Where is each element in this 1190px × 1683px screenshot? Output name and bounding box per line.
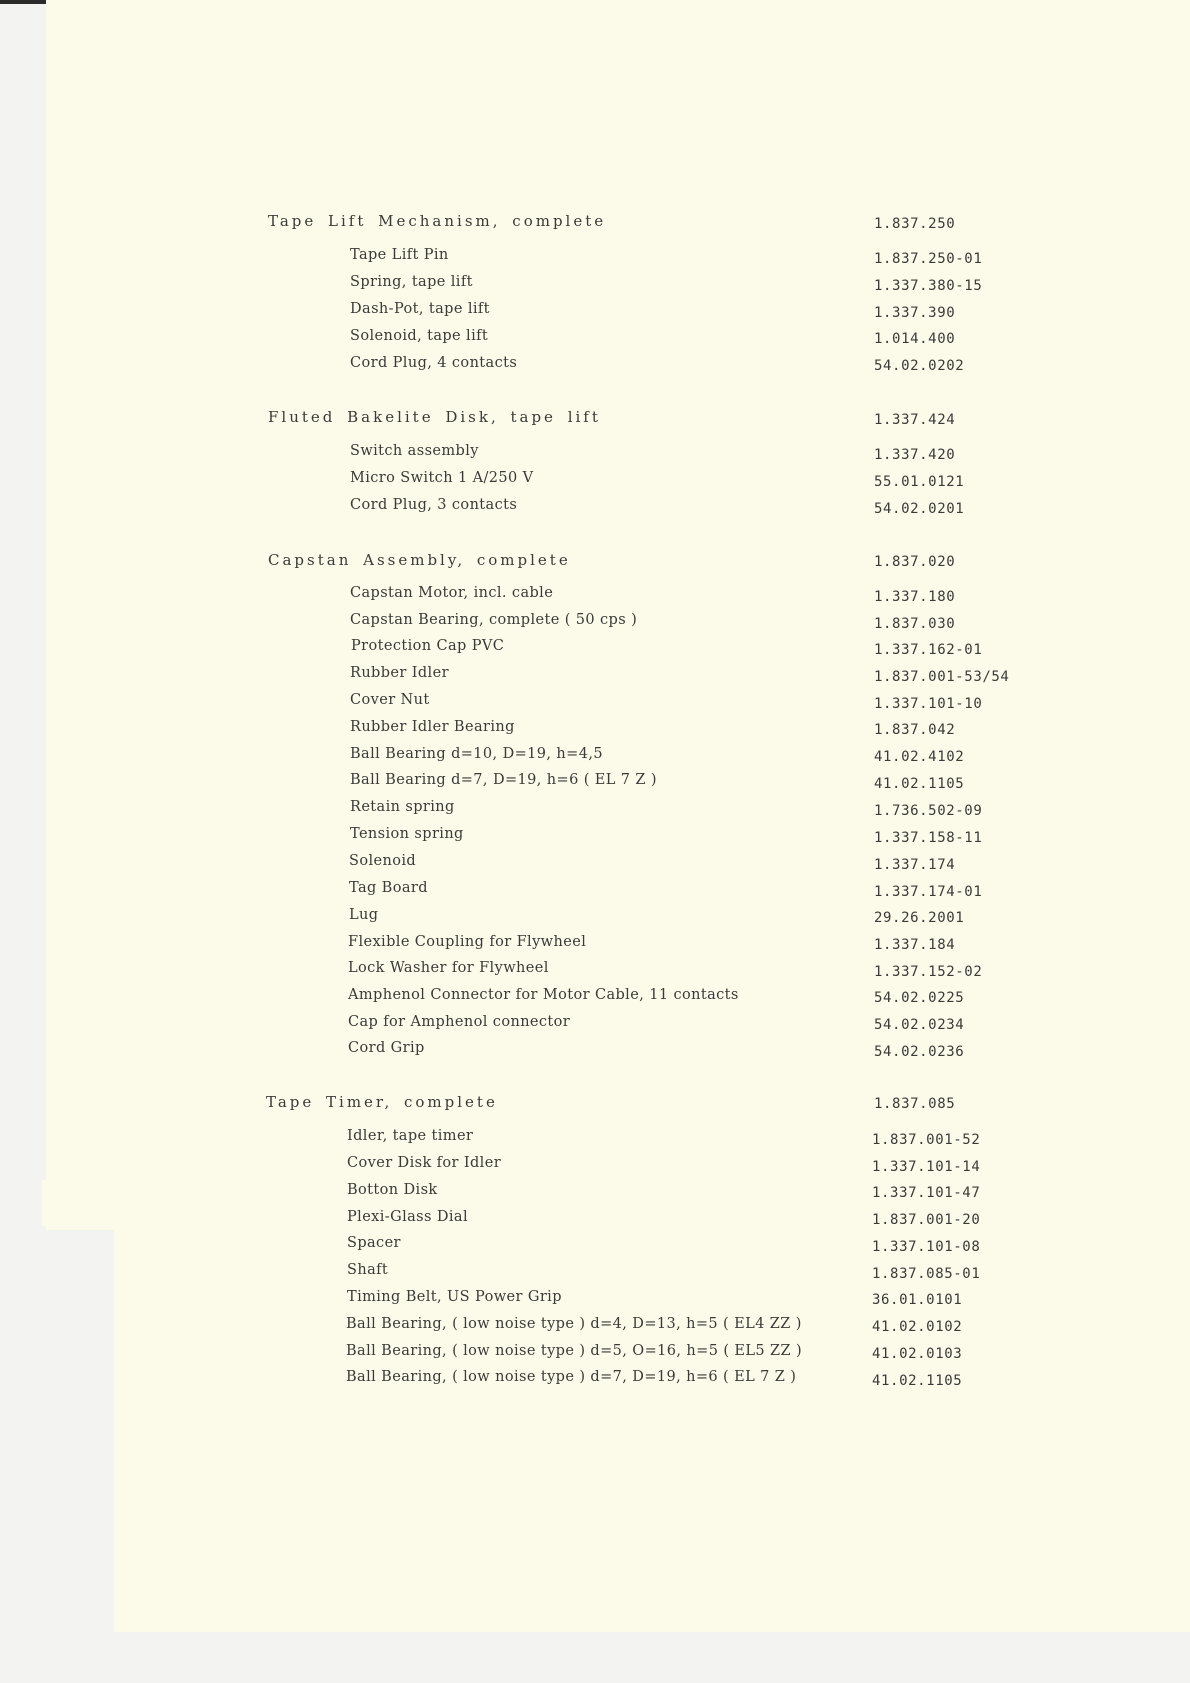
section-part-number: 1.837.250 xyxy=(874,216,956,232)
part-name: Flexible Coupling for Flywheel xyxy=(348,934,587,950)
part-name: Botton Disk xyxy=(347,1182,438,1198)
part-number: 36.01.0101 xyxy=(872,1292,963,1308)
part-number: 1.337.180 xyxy=(874,589,956,605)
part-number: 1.337.174 xyxy=(874,857,956,873)
part-number: 1.837.001-52 xyxy=(872,1132,981,1148)
scan-edge-shadow xyxy=(0,0,46,4)
part-number: 1.837.030 xyxy=(874,616,956,632)
part-number: 41.02.4102 xyxy=(874,749,965,765)
part-number: 54.02.0234 xyxy=(874,1017,965,1033)
part-name: Cord Plug, 4 contacts xyxy=(350,355,518,371)
part-name: Ball Bearing d=10, D=19, h=4,5 xyxy=(350,746,603,762)
part-number: 1.337.420 xyxy=(874,447,956,463)
part-number: 1.837.085-01 xyxy=(872,1266,981,1282)
section-title: Tape Lift Mechanism, complete xyxy=(268,212,607,230)
part-number: 1.337.184 xyxy=(874,937,956,953)
part-number: 1.337.174-01 xyxy=(874,884,983,900)
part-name: Solenoid xyxy=(349,853,417,869)
section-part-number: 1.837.020 xyxy=(874,554,956,570)
part-name: Rubber Idler xyxy=(350,665,449,681)
part-number: 1.837.001-20 xyxy=(872,1212,981,1228)
part-name: Plexi-Glass Dial xyxy=(347,1209,468,1225)
part-name: Idler, tape timer xyxy=(347,1128,474,1144)
part-number: 1.337.101-47 xyxy=(872,1185,981,1201)
part-number: 1.837.250-01 xyxy=(874,251,983,267)
part-name: Capstan Bearing, complete ( 50 cps ) xyxy=(350,612,638,628)
part-number: 1.337.380-15 xyxy=(874,278,983,294)
part-name: Ball Bearing, ( low noise type ) d=7, D=19, h=6 ( EL 7 Z ) xyxy=(346,1369,797,1385)
part-name: Cover Nut xyxy=(350,692,430,708)
part-number: 1.337.162-01 xyxy=(874,642,983,658)
part-name: Dash-Pot, tape lift xyxy=(350,301,490,317)
part-name: Tag Board xyxy=(349,880,428,896)
part-number: 29.26.2001 xyxy=(874,910,965,926)
part-number: 41.02.0102 xyxy=(872,1319,963,1335)
section-part-number: 1.837.085 xyxy=(874,1096,956,1112)
part-number: 41.02.1105 xyxy=(874,776,965,792)
part-name: Micro Switch 1 A/250 V xyxy=(350,470,534,486)
part-name: Rubber Idler Bearing xyxy=(350,719,515,735)
part-name: Amphenol Connector for Motor Cable, 11 contacts xyxy=(348,987,739,1003)
part-name: Switch assembly xyxy=(350,443,479,459)
part-number: 1.736.502-09 xyxy=(874,803,983,819)
part-number: 41.02.0103 xyxy=(872,1346,963,1362)
part-number: 1.837.042 xyxy=(874,722,956,738)
part-number: 1.337.101-14 xyxy=(872,1159,981,1175)
paper-sheet-corner xyxy=(42,1180,114,1226)
section-part-number: 1.337.424 xyxy=(874,412,956,428)
part-number: 1.337.390 xyxy=(874,305,956,321)
part-name: Tape Lift Pin xyxy=(350,247,449,263)
part-name: Protection Cap PVC xyxy=(351,638,505,654)
part-number: 54.02.0201 xyxy=(874,501,965,517)
part-name: Timing Belt, US Power Grip xyxy=(347,1289,562,1305)
part-name: Cap for Amphenol connector xyxy=(348,1014,571,1030)
part-name: Ball Bearing, ( low noise type ) d=5, O=16, h=5 ( EL5 ZZ ) xyxy=(346,1343,803,1359)
part-name: Cord Plug, 3 contacts xyxy=(350,497,518,513)
part-number: 1.337.152-02 xyxy=(874,964,983,980)
part-number: 55.01.0121 xyxy=(874,474,965,490)
part-name: Lock Washer for Flywheel xyxy=(348,960,549,976)
part-name: Capstan Motor, incl. cable xyxy=(350,585,554,601)
part-number: 54.02.0202 xyxy=(874,358,965,374)
part-name: Lug xyxy=(349,907,379,923)
part-number: 41.02.1105 xyxy=(872,1373,963,1389)
section-title: Tape Timer, complete xyxy=(266,1093,498,1111)
part-name: Solenoid, tape lift xyxy=(350,328,489,344)
part-number: 1.014.400 xyxy=(874,331,956,347)
part-number: 54.02.0225 xyxy=(874,990,965,1006)
part-number: 1.337.101-10 xyxy=(874,696,983,712)
part-name: Spring, tape lift xyxy=(350,274,473,290)
paper-sheet-lower xyxy=(114,1190,1190,1632)
part-name: Ball Bearing d=7, D=19, h=6 ( EL 7 Z ) xyxy=(350,772,657,788)
part-number: 1.337.101-08 xyxy=(872,1239,981,1255)
part-name: Shaft xyxy=(347,1262,389,1278)
part-number: 1.337.158-11 xyxy=(874,830,983,846)
part-name: Ball Bearing, ( low noise type ) d=4, D=13, h=5 ( EL4 ZZ ) xyxy=(346,1316,802,1332)
part-name: Retain spring xyxy=(350,799,455,815)
part-name: Cord Grip xyxy=(348,1040,425,1056)
section-title: Capstan Assembly, complete xyxy=(268,551,571,569)
section-title: Fluted Bakelite Disk, tape lift xyxy=(268,408,601,426)
part-name: Cover Disk for Idler xyxy=(347,1155,502,1171)
part-number: 1.837.001-53/54 xyxy=(874,669,1010,685)
part-name: Tension spring xyxy=(350,826,464,842)
part-name: Spacer xyxy=(347,1235,401,1251)
part-number: 54.02.0236 xyxy=(874,1044,965,1060)
